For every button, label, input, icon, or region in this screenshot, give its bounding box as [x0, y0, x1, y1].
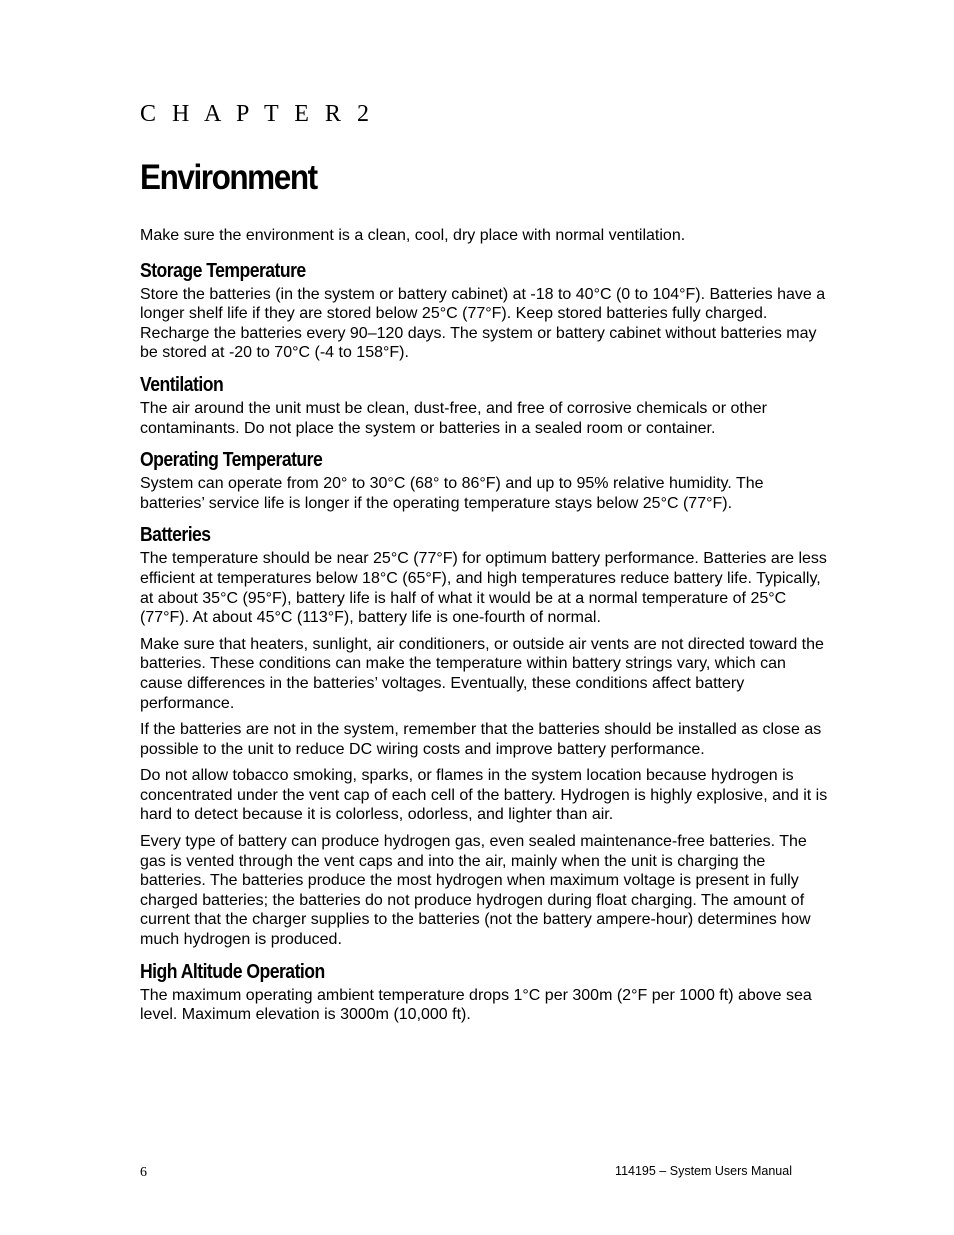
section-paragraph: The air around the unit must be clean, dust-free, and free of corrosive chemicals or other contaminants. Do not place the system or batteries in a sealed room or container.	[140, 399, 767, 437]
section-heading: Operating Temperature	[140, 449, 323, 472]
chapter-label: C H A P T E R 2	[140, 101, 374, 127]
section-paragraph: Make sure that heaters, sunlight, air conditioners, or outside air vents are not directed toward the batteries. These conditions can make the temperature within battery strings vary, which can cause differences in the batteries’ voltages. Eventually, these conditions affect battery performance.	[140, 635, 824, 712]
section-paragraph: Do not allow tobacco smoking, sparks, or flames in the system location because hydrogen is concentrated under the vent cap of each cell of the battery. Hydrogen is highly explosive, and it is hard to detect because it is colorless, odorless, and lighter than air.	[140, 767, 828, 824]
section-heading: Batteries	[140, 524, 211, 547]
section-paragraph: The temperature should be near 25°C (77°F) for optimum battery performance. Batteries are less efficient at temperatures below 18°C (65°F), and high temperatures reduce battery life. Typically, at about 35°C (95°F), battery life is half of what it would be at a normal temperature of 25°C (77°F). At about 45°C (113°F), battery life is one-fourth of normal.	[140, 550, 827, 627]
section-paragraph: System can operate from 20° to 30°C (68° to 86°F) and up to 95% relative humidity. The batteries’ service life is longer if the operating temperature stays below 25°C (77°F).	[140, 475, 764, 512]
chapter-title: Environment	[140, 158, 317, 197]
section-heading: High Altitude Operation	[140, 960, 325, 983]
section-heading: Storage Temperature	[140, 259, 306, 282]
section-operating-temperature	[140, 448, 830, 513]
intro-paragraph: Make sure the environment is a clean, cool, dry place with normal ventilation.	[140, 227, 686, 244]
section-paragraph: Every type of battery can produce hydrogen gas, even sealed maintenance-free batteries. The gas is vented through the vent caps and into the air, mainly when the unit is charging the batteries. The batteries produce the most hydrogen when maximum voltage is present in fully charged batteries; the batteries do not produce hydrogen during float charging. The amount of current that the charger supplies to the batteries (not the battery ampere-hour) determines how much hydrogen is produced.	[140, 833, 811, 949]
section-paragraph: The maximum operating ambient temperature drops 1°C per 300m (2°F per 1000 ft) above sea level. Maximum elevation is 3000m (10,000 ft).	[140, 986, 812, 1024]
manual-title: 114195 – System Users Manual	[615, 1164, 792, 1178]
section-storage-temperature	[140, 259, 830, 363]
section-high-altitude-operation	[140, 960, 830, 1025]
chapter-body	[140, 226, 830, 1035]
page-number: 6	[140, 1165, 147, 1180]
section-paragraph: If the batteries are not in the system, remember that the batteries should be installed as close as possible to the unit to reduce DC wiring costs and improve battery performance.	[140, 721, 822, 758]
section-ventilation	[140, 373, 830, 438]
section-paragraph: Store the batteries (in the system or battery cabinet) at -18 to 40°C (0 to 104°F). Batteries have a longer shelf life if they are stored below 25°C (77°F). Keep stored batteries fully charged. Recharge the batteries every 90–120 days. The system or battery cabinet without batteries may be stored at -20 to 70°C (-4 to 158°F).	[140, 285, 826, 362]
section-batteries	[140, 523, 830, 949]
section-heading: Ventilation	[140, 373, 224, 396]
